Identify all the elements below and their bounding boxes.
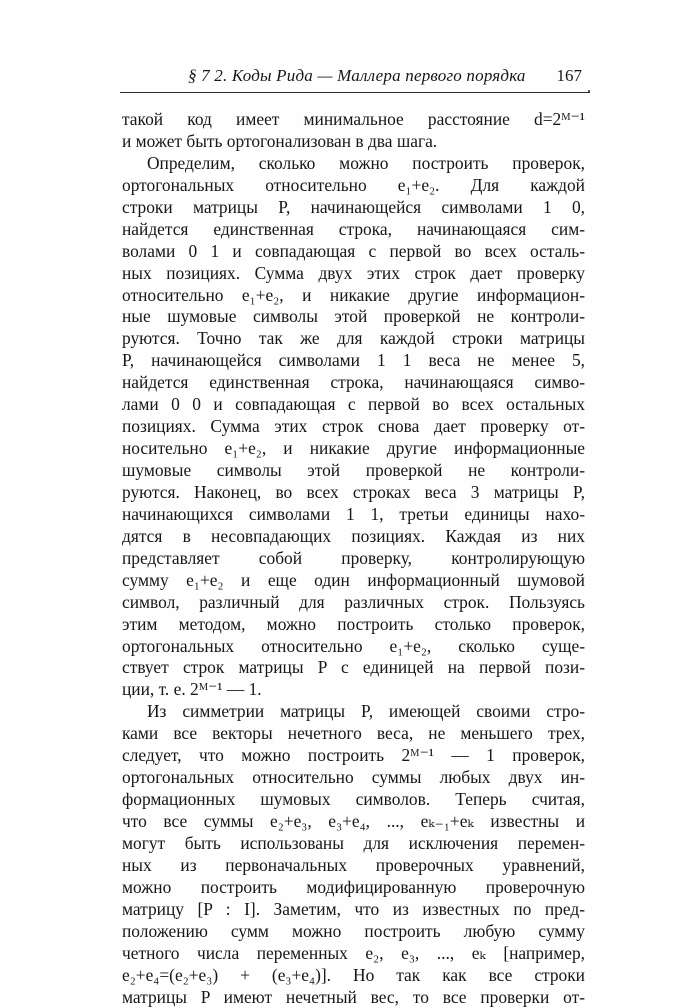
text-line: e₂+e₄=(e₂+e₃) + (e₃+e₄)]. Но так как все строки bbox=[122, 965, 585, 987]
text-line: матрицы P имеют нечетный вес, то все проверки от- bbox=[122, 987, 585, 1008]
text-line: ортогональных относительно e₁+e₂. Для каждой bbox=[122, 175, 585, 197]
text-line: найдется единственная строка, начинающаяся сим- bbox=[122, 219, 585, 241]
text-line: начинающихся символами 1 1, третьи единицы нахо- bbox=[122, 504, 585, 526]
text-line: ортогональных относительно суммы любых двух ин- bbox=[122, 767, 585, 789]
text-line: найдется единственная строка, начинающаяся симво- bbox=[122, 372, 585, 394]
text-line: ортогональных относительно e₁+e₂, сколько суще- bbox=[122, 636, 585, 658]
text-line: шумовые символы этой проверкой не контроли- bbox=[122, 460, 585, 482]
text-line: ции, т. е. 2ᴹ⁻¹ — 1. bbox=[122, 679, 585, 701]
header-rule bbox=[120, 92, 590, 93]
header-rule-dot bbox=[588, 90, 590, 92]
text-line: следует, что можно построить 2ᴹ⁻¹ — 1 проверок, bbox=[122, 745, 585, 767]
page-number: 167 bbox=[557, 66, 583, 86]
running-header bbox=[120, 62, 590, 96]
text-line: ных из первоначальных проверочных уравнений, bbox=[122, 855, 585, 877]
text-line: положению сумм можно построить любую сумму bbox=[122, 921, 585, 943]
running-title: § 7 2. Коды Рида — Маллера первого порядка bbox=[188, 66, 526, 86]
paragraph-first-line: Определим, сколько можно построить проверок, bbox=[122, 153, 585, 175]
text-line: P, начинающейся символами 1 1 веса не менее 5, bbox=[122, 350, 585, 372]
paragraph-first-line: Из симметрии матрицы P, имеющей своими стро- bbox=[122, 701, 585, 723]
text-line: носительно e₁+e₂, и никакие другие информационные bbox=[122, 438, 585, 460]
text-line: матрицу [P : I]. Заметим, что из известных по пред- bbox=[122, 899, 585, 921]
text-line: формационных шумовых символов. Теперь считая, bbox=[122, 789, 585, 811]
text-line: можно построить модифицированную проверочную bbox=[122, 877, 585, 899]
body-text bbox=[122, 109, 585, 1008]
text-line: ствует строк матрицы P с единицей на первой пози- bbox=[122, 657, 585, 679]
text-line: ные шумовые символы этой проверкой не контроли- bbox=[122, 306, 585, 328]
text-line: лами 0 0 и совпадающая с первой во всех остальных bbox=[122, 394, 585, 416]
text-line: и может быть ортогонализован в два шага. bbox=[122, 131, 585, 153]
text-line: волами 0 1 и совпадающая с первой во всех осталь- bbox=[122, 241, 585, 263]
text-line: этим методом, можно построить столько проверок, bbox=[122, 614, 585, 636]
text-line: представляет собой проверку, контролирующую bbox=[122, 548, 585, 570]
text-line: дятся в несовпадающих позициях. Каждая из них bbox=[122, 526, 585, 548]
text-line: символ, различный для различных строк. Пользуясь bbox=[122, 592, 585, 614]
text-line: четного числа переменных e₂, e₃, ..., eₖ [например, bbox=[122, 943, 585, 965]
text-line: ных позициях. Сумма двух этих строк дает проверку bbox=[122, 263, 585, 285]
text-line: сумму e₁+e₂ и еще один информационный шумовой bbox=[122, 570, 585, 592]
text-line: строки матрицы P, начинающейся символами 1 0, bbox=[122, 197, 585, 219]
text-line: позициях. Сумма этих строк снова дает проверку от- bbox=[122, 416, 585, 438]
text-line: относительно e₁+e₂, и никакие другие информацион- bbox=[122, 285, 585, 307]
text-line: руются. Наконец, во всех строках веса 3 матрицы P, bbox=[122, 482, 585, 504]
text-line: могут быть использованы для исключения перемен- bbox=[122, 833, 585, 855]
text-line: ками все векторы нечетного веса, не меньшего трех, bbox=[122, 723, 585, 745]
text-line: что все суммы e₂+e₃, e₃+e₄, ..., eₖ₋₁+eₖ известны и bbox=[122, 811, 585, 833]
text-line: такой код имеет минимальное расстояние d=2ᴹ⁻¹ bbox=[122, 109, 585, 131]
text-line: руются. Точно так же для каждой строки матрицы bbox=[122, 328, 585, 350]
